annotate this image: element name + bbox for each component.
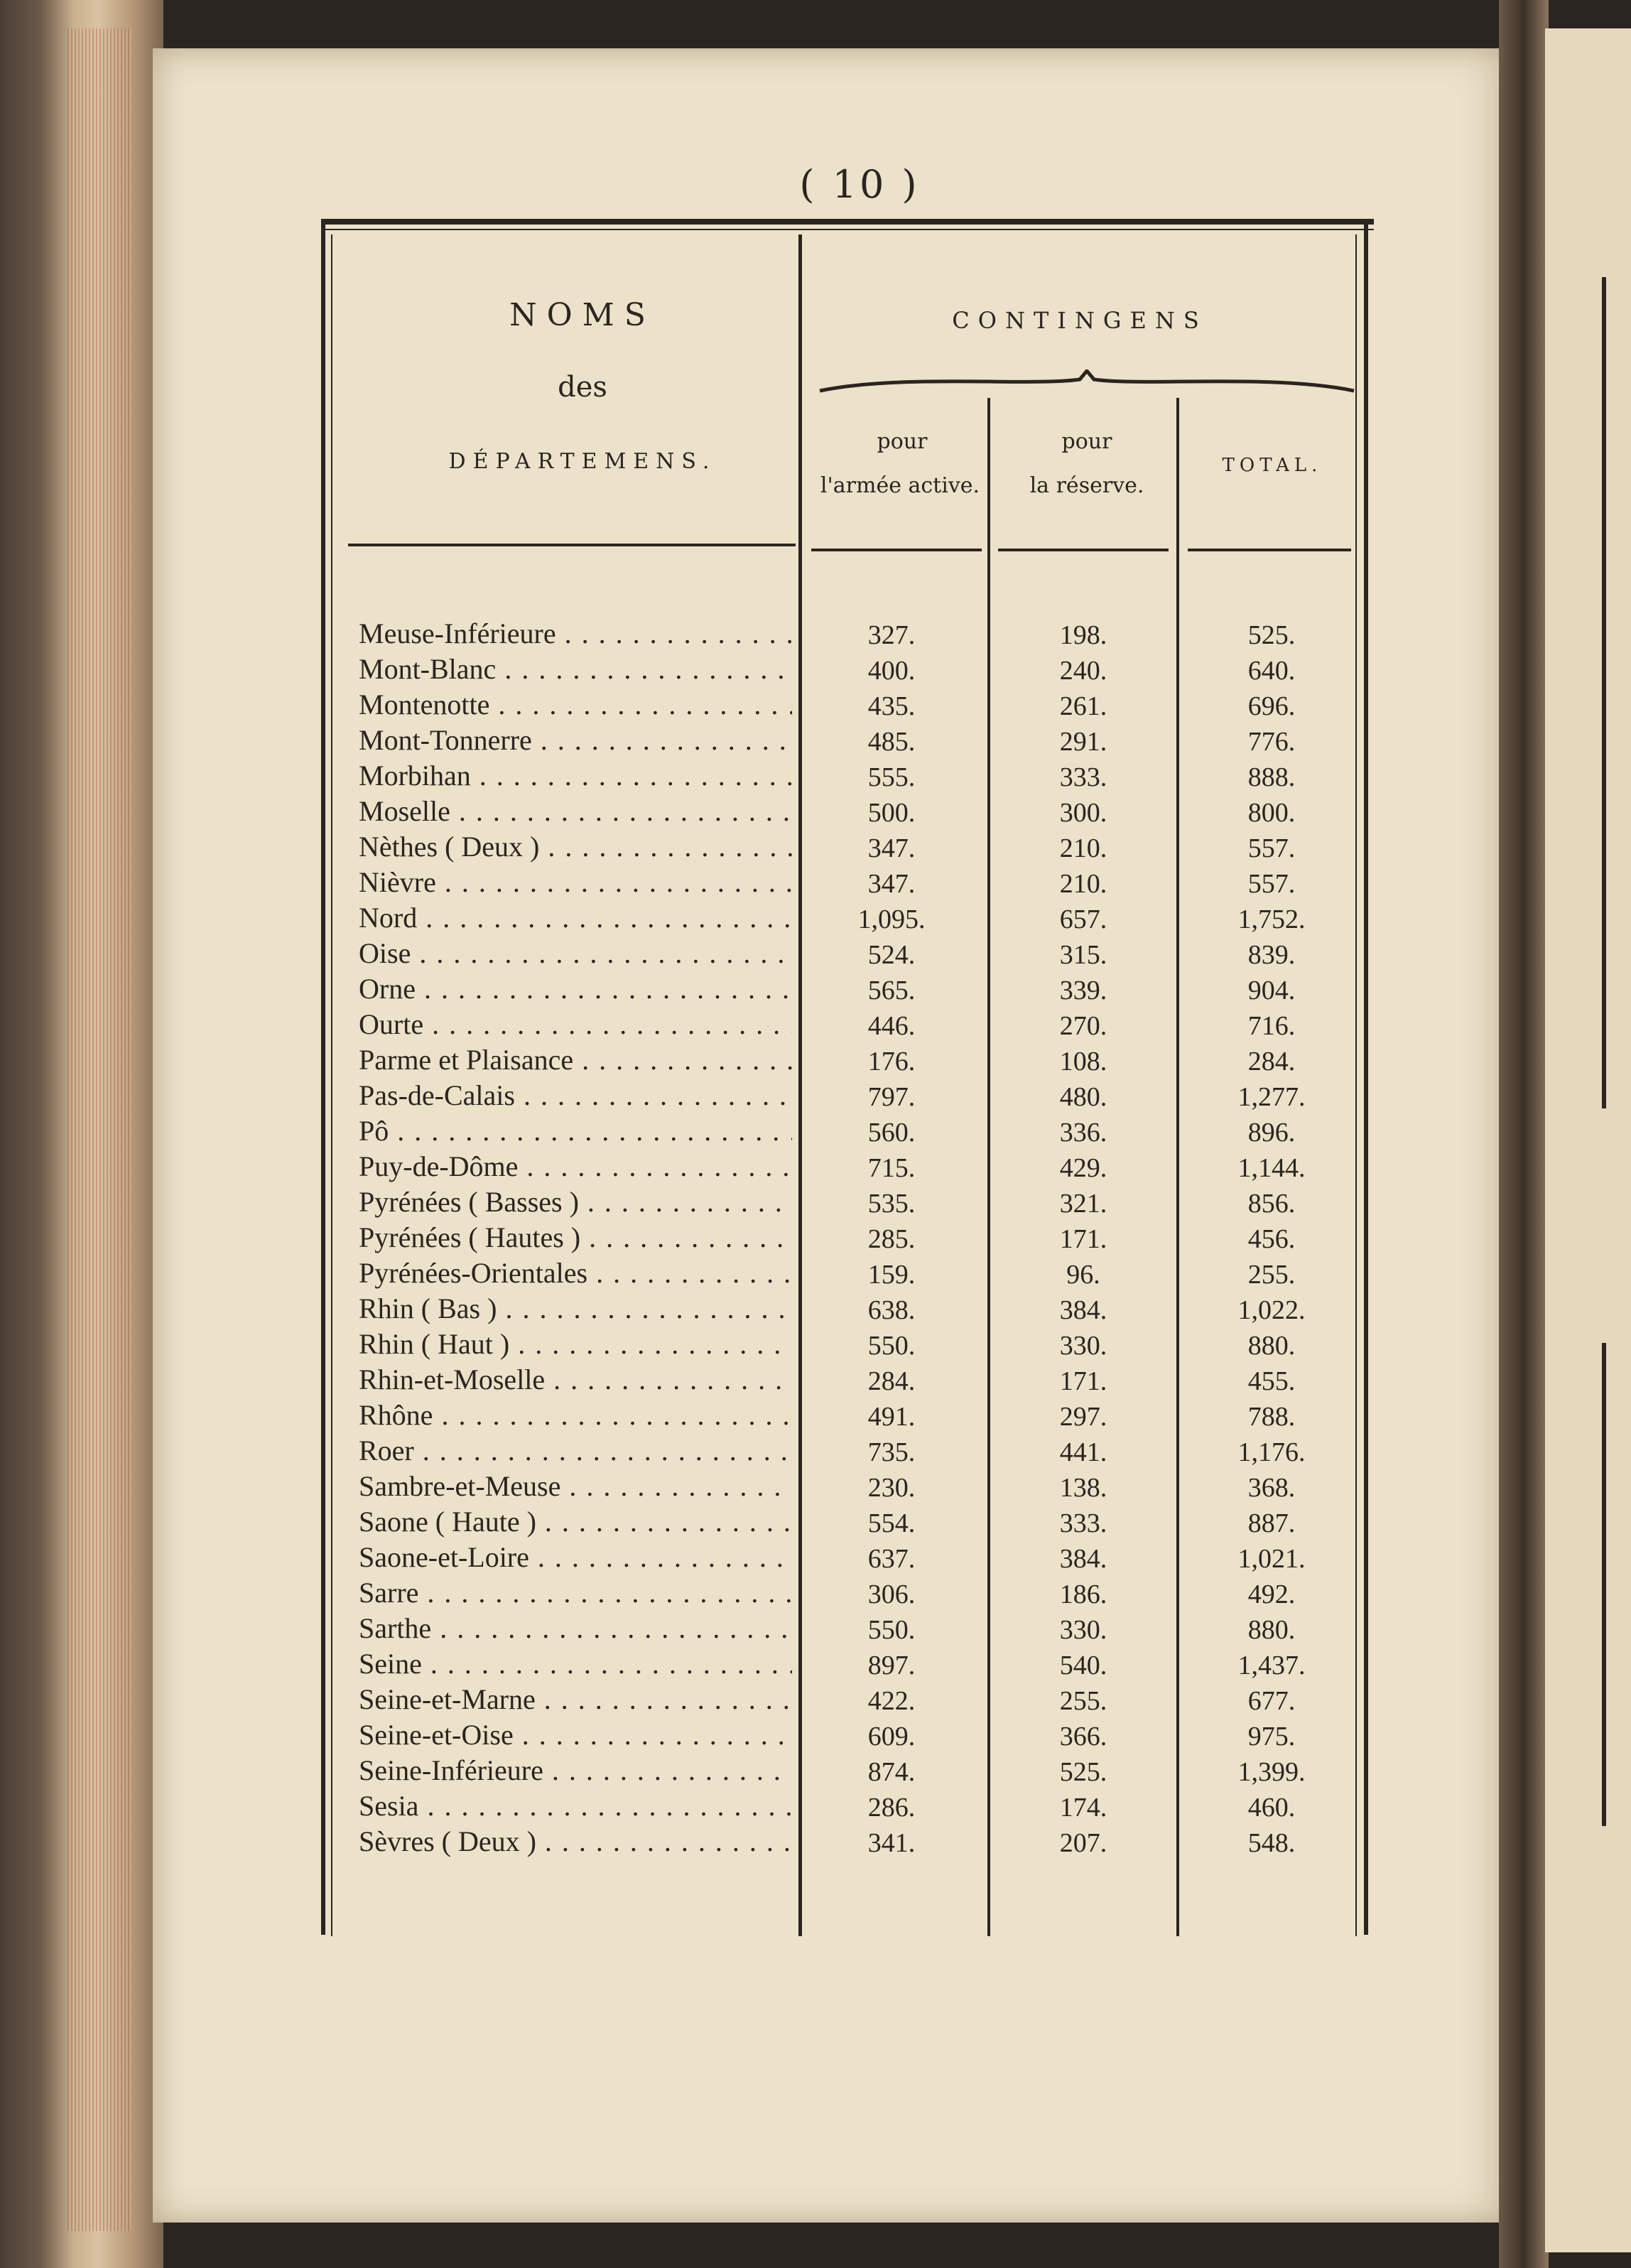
department-name: Pô . . . — [359, 1114, 792, 1148]
table-row — [359, 936, 1367, 972]
next-page-rule — [1602, 277, 1606, 1108]
department-name: Seine-et-Oise . . . — [359, 1718, 792, 1751]
active-army-value: 341. — [867, 1828, 916, 1858]
book-edge-left — [0, 0, 163, 2268]
reserve-value: 186. — [1059, 1580, 1107, 1609]
reserve-value: 171. — [1059, 1366, 1107, 1396]
department-name: Oise . . . — [359, 936, 792, 970]
table-row — [359, 1185, 1367, 1221]
reserve-value: 366. — [1059, 1722, 1107, 1751]
reserve-value: 336. — [1059, 1118, 1107, 1148]
department-name: Puy-de-Dôme . . . — [359, 1150, 792, 1183]
total-value: 696. — [1247, 691, 1296, 721]
active-army-value: 176. — [867, 1047, 916, 1076]
table-row — [359, 1114, 1367, 1150]
table-row — [359, 688, 1367, 723]
active-army-value: 609. — [867, 1722, 916, 1751]
department-name: Ourte . . . — [359, 1008, 792, 1041]
active-army-value: 735. — [867, 1437, 916, 1467]
total-value: 888. — [1247, 762, 1296, 792]
active-army-value: 500. — [867, 798, 916, 828]
department-name: Nord . . . — [359, 901, 792, 934]
active-army-value: 897. — [867, 1651, 916, 1680]
reserve-value: 240. — [1059, 656, 1107, 686]
page-number: ( 10 ) — [799, 162, 920, 207]
header-rule-total — [1188, 549, 1351, 551]
table-row — [359, 1043, 1367, 1079]
total-value: 456. — [1247, 1224, 1296, 1254]
reserve-value: 138. — [1059, 1473, 1107, 1503]
header-reserve-line2: la réserve. — [1029, 473, 1144, 498]
header-total: TOTAL. — [1222, 455, 1323, 476]
table-row — [359, 652, 1367, 688]
reserve-value: 108. — [1059, 1047, 1107, 1076]
reserve-value: 525. — [1059, 1757, 1107, 1787]
reserve-value: 384. — [1059, 1544, 1107, 1574]
reserve-value: 333. — [1059, 1508, 1107, 1538]
header-des: des — [558, 371, 607, 404]
department-name: Rhin ( Haut ) . . . — [359, 1327, 792, 1361]
department-name: Mont-Blanc . . . — [359, 652, 792, 686]
table-row — [359, 1754, 1367, 1789]
table-row — [359, 1256, 1367, 1292]
total-value: 1,144. — [1237, 1153, 1306, 1183]
table-row — [359, 972, 1367, 1008]
active-army-value: 286. — [867, 1793, 916, 1822]
department-name: Rhin ( Bas ) . . . — [359, 1292, 792, 1325]
table-frame-left-thin — [331, 234, 332, 1936]
active-army-value: 555. — [867, 762, 916, 792]
table-row — [359, 1683, 1367, 1718]
total-value: 904. — [1247, 976, 1296, 1005]
table-row — [359, 1540, 1367, 1576]
table-row — [359, 723, 1367, 759]
table-row — [359, 1469, 1367, 1505]
total-value: 880. — [1247, 1615, 1296, 1645]
header-brace — [817, 369, 1357, 398]
total-value: 716. — [1247, 1011, 1296, 1041]
total-value: 788. — [1247, 1402, 1296, 1432]
department-name: Mont-Tonnerre . . . — [359, 723, 792, 757]
active-army-value: 230. — [867, 1473, 916, 1503]
reserve-value: 297. — [1059, 1402, 1107, 1432]
department-name: Pas-de-Calais . . . — [359, 1079, 792, 1112]
table-frame-top-thin — [321, 229, 1374, 230]
reserve-value: 540. — [1059, 1651, 1107, 1680]
reserve-value: 261. — [1059, 691, 1107, 721]
active-army-value: 565. — [867, 976, 916, 1005]
table-row — [359, 1079, 1367, 1114]
table-row — [359, 794, 1367, 830]
table-row — [359, 1611, 1367, 1647]
department-name: Seine . . . — [359, 1647, 792, 1680]
table-frame-top — [321, 219, 1374, 225]
department-name: Sambre-et-Meuse . . . — [359, 1469, 792, 1503]
total-value: 525. — [1247, 620, 1296, 650]
table-row — [359, 617, 1367, 652]
department-name: Nièvre . . . — [359, 865, 792, 899]
active-army-value: 327. — [867, 620, 916, 650]
total-value: 557. — [1247, 833, 1296, 863]
table-row — [359, 1718, 1367, 1754]
total-value: 548. — [1247, 1828, 1296, 1858]
reserve-value: 210. — [1059, 869, 1107, 899]
total-value: 640. — [1247, 656, 1296, 686]
active-army-value: 446. — [867, 1011, 916, 1041]
reserve-value: 384. — [1059, 1295, 1107, 1325]
department-name: Sarre . . . — [359, 1576, 792, 1609]
header-contingens: CONTINGENS — [952, 307, 1208, 334]
department-name: Sesia . . . — [359, 1789, 792, 1822]
department-name: Rhône . . . — [359, 1398, 792, 1432]
reserve-value: 330. — [1059, 1615, 1107, 1645]
active-army-value: 550. — [867, 1331, 916, 1361]
department-name: Seine-Inférieure . . . — [359, 1754, 792, 1787]
total-value: 1,752. — [1237, 904, 1306, 934]
table-row — [359, 1008, 1367, 1043]
table-row — [359, 1363, 1367, 1398]
active-army-value: 347. — [867, 833, 916, 863]
total-value: 455. — [1247, 1366, 1296, 1396]
active-army-value: 550. — [867, 1615, 916, 1645]
reserve-value: 321. — [1059, 1189, 1107, 1219]
table-row — [359, 1292, 1367, 1327]
table-row — [359, 1576, 1367, 1611]
reserve-value: 480. — [1059, 1082, 1107, 1112]
total-value: 856. — [1247, 1189, 1296, 1219]
table-row — [359, 901, 1367, 936]
department-name: Pyrénées-Orientales . . . — [359, 1256, 792, 1290]
active-army-value: 435. — [867, 691, 916, 721]
reserve-value: 315. — [1059, 940, 1107, 970]
department-name: Parme et Plaisance . . . — [359, 1043, 792, 1076]
active-army-value: 560. — [867, 1118, 916, 1148]
reserve-value: 198. — [1059, 620, 1107, 650]
table-row — [359, 1221, 1367, 1256]
department-name: Saone ( Haute ) . . . — [359, 1505, 792, 1538]
active-army-value: 400. — [867, 656, 916, 686]
next-page-fragment — [1545, 28, 1631, 2252]
header-rule-reserve — [998, 549, 1169, 551]
active-army-value: 491. — [867, 1402, 916, 1432]
total-value: 368. — [1247, 1473, 1296, 1503]
header-active-line2: l'armée active. — [820, 473, 980, 498]
total-value: 1,437. — [1237, 1651, 1306, 1680]
active-army-value: 554. — [867, 1508, 916, 1538]
active-army-value: 285. — [867, 1224, 916, 1254]
table-row — [359, 1789, 1367, 1825]
total-value: 557. — [1247, 869, 1296, 899]
next-page-rule-lower — [1602, 1343, 1606, 1826]
table-row — [359, 1825, 1367, 1860]
reserve-value: 330. — [1059, 1331, 1107, 1361]
active-army-value: 347. — [867, 869, 916, 899]
reserve-value: 291. — [1059, 727, 1107, 757]
reserve-value: 171. — [1059, 1224, 1107, 1254]
table-frame-left — [321, 219, 325, 1935]
reserve-value: 174. — [1059, 1793, 1107, 1822]
department-name: Seine-et-Marne . . . — [359, 1683, 792, 1716]
total-value: 492. — [1247, 1580, 1296, 1609]
total-value: 839. — [1247, 940, 1296, 970]
active-army-value: 1,095. — [857, 904, 926, 934]
total-value: 896. — [1247, 1118, 1296, 1148]
active-army-value: 637. — [867, 1544, 916, 1574]
table-row — [359, 759, 1367, 794]
table-row — [359, 1398, 1367, 1434]
active-army-value: 638. — [867, 1295, 916, 1325]
total-value: 1,399. — [1237, 1757, 1306, 1787]
total-value: 776. — [1247, 727, 1296, 757]
active-army-value: 535. — [867, 1189, 916, 1219]
total-value: 1,021. — [1237, 1544, 1306, 1574]
reserve-value: 333. — [1059, 762, 1107, 792]
active-army-value: 524. — [867, 940, 916, 970]
department-name: Montenotte . . . — [359, 688, 792, 721]
total-value: 800. — [1247, 798, 1296, 828]
department-name: Rhin-et-Moselle . . . — [359, 1363, 792, 1396]
reserve-value: 429. — [1059, 1153, 1107, 1183]
total-value: 975. — [1247, 1722, 1296, 1751]
reserve-value: 207. — [1059, 1828, 1107, 1858]
active-army-value: 485. — [867, 727, 916, 757]
reserve-value: 210. — [1059, 833, 1107, 863]
total-value: 887. — [1247, 1508, 1296, 1538]
active-army-value: 159. — [867, 1260, 916, 1290]
table-row — [359, 1327, 1367, 1363]
table-row — [359, 865, 1367, 901]
active-army-value: 797. — [867, 1082, 916, 1112]
header-departemens: DÉPARTEMENS. — [448, 449, 717, 474]
department-name: Pyrénées ( Hautes ) . . . — [359, 1221, 792, 1254]
header-noms: NOMS — [509, 297, 656, 333]
department-name: Nèthes ( Deux ) . . . — [359, 830, 792, 863]
reserve-value: 300. — [1059, 798, 1107, 828]
table-row — [359, 1647, 1367, 1683]
reserve-value: 255. — [1059, 1686, 1107, 1716]
total-value: 255. — [1247, 1260, 1296, 1290]
total-value: 284. — [1247, 1047, 1296, 1076]
total-value: 880. — [1247, 1331, 1296, 1361]
department-name: Morbihan . . . — [359, 759, 792, 792]
total-value: 1,022. — [1237, 1295, 1306, 1325]
department-name: Roer . . . — [359, 1434, 792, 1467]
department-name: Sèvres ( Deux ) . . . — [359, 1825, 792, 1858]
active-army-value: 874. — [867, 1757, 916, 1787]
header-active-line1: pour — [877, 429, 928, 454]
department-name: Sarthe . . . — [359, 1611, 792, 1645]
active-army-value: 284. — [867, 1366, 916, 1396]
reserve-value: 339. — [1059, 976, 1107, 1005]
header-reserve-line1: pour — [1061, 429, 1112, 454]
total-value: 677. — [1247, 1686, 1296, 1716]
active-army-value: 715. — [867, 1153, 916, 1183]
department-name: Moselle . . . — [359, 794, 792, 828]
table-row — [359, 830, 1367, 865]
department-name: Meuse-Inférieure . . . — [359, 617, 792, 650]
book-gutter — [1499, 0, 1549, 2268]
total-value: 460. — [1247, 1793, 1296, 1822]
header-rule-active — [811, 549, 982, 551]
header-rule-names — [348, 544, 796, 546]
reserve-value: 441. — [1059, 1437, 1107, 1467]
department-name: Orne . . . — [359, 972, 792, 1005]
table-row — [359, 1505, 1367, 1540]
reserve-value: 270. — [1059, 1011, 1107, 1041]
department-name: Pyrénées ( Basses ) . . . — [359, 1185, 792, 1219]
table-row — [359, 1150, 1367, 1185]
total-value: 1,176. — [1237, 1437, 1306, 1467]
reserve-value: 96. — [1066, 1260, 1100, 1290]
active-army-value: 306. — [867, 1580, 916, 1609]
active-army-value: 422. — [867, 1686, 916, 1716]
department-name: Saone-et-Loire . . . — [359, 1540, 792, 1574]
total-value: 1,277. — [1237, 1082, 1306, 1112]
department-table-body — [359, 617, 1367, 1860]
reserve-value: 657. — [1059, 904, 1107, 934]
table-row — [359, 1434, 1367, 1469]
